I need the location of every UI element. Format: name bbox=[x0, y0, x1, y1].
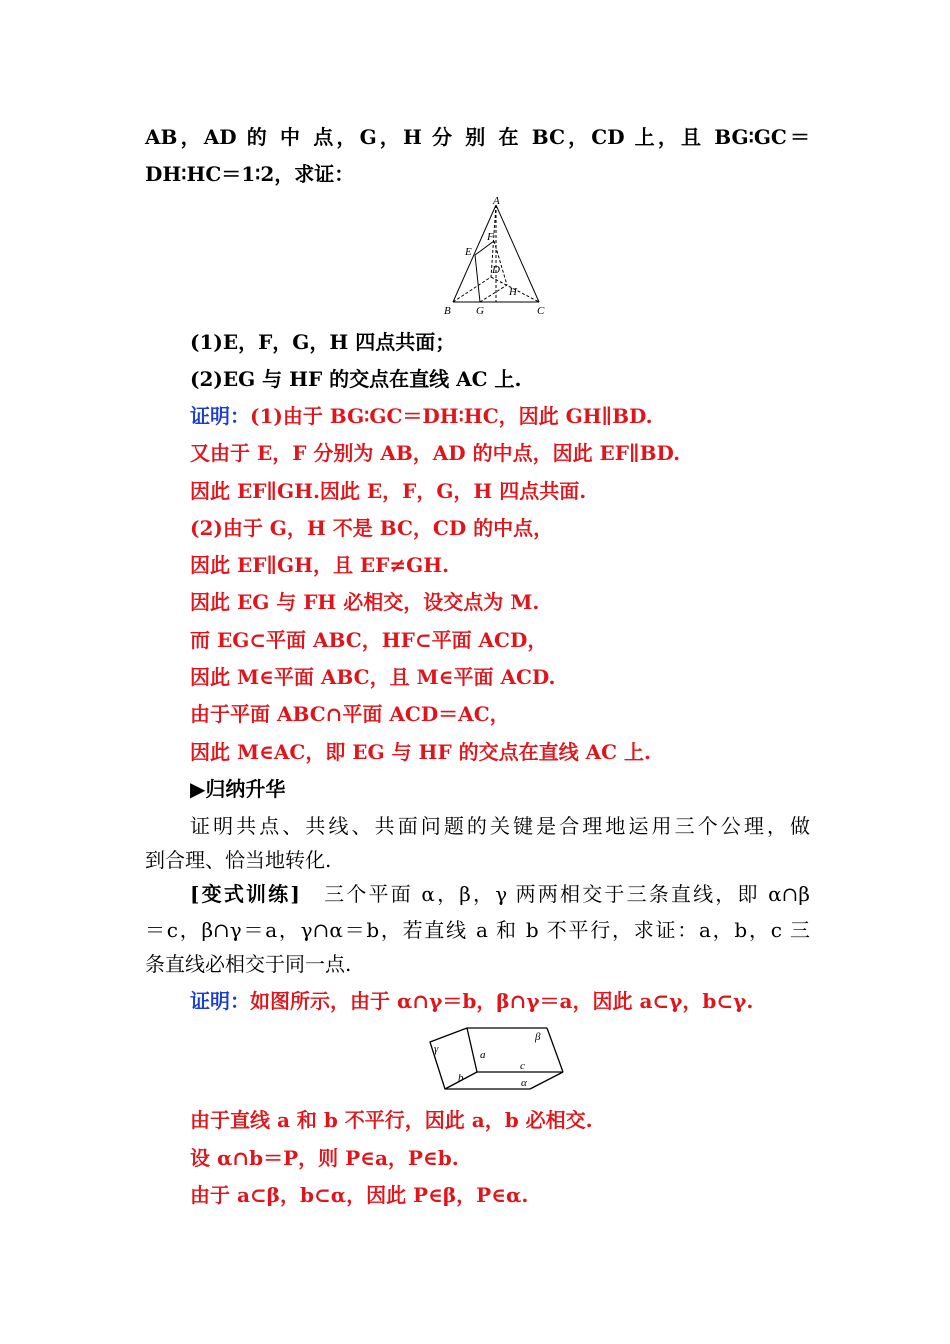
proof1-line-2: 又由于 E，F 分别为 AB，AD 的中点，因此 EF∥BD. bbox=[190, 441, 681, 465]
label-h: H bbox=[509, 286, 517, 298]
proof1-line-10: 因此 M∈AC，即 EG 与 HF 的交点在直线 AC 上. bbox=[190, 740, 651, 764]
label-c: C bbox=[537, 305, 545, 317]
question-part-1: (1)E，F，G，H 四点共面； bbox=[190, 330, 456, 354]
proof1-line-7: 而 EG⊂平面 ABC，HF⊂平面 ACD， bbox=[190, 628, 548, 652]
summary-line-1: 证明共点、共线、共面问题的关键是合理地运用三个公理，做 bbox=[190, 814, 810, 838]
proof2-line-3: 由于 a⊂β，b⊂α，因此 P∈β，P∈α. bbox=[190, 1183, 529, 1207]
exercise-line-1: [变式训练] 三个平面 α，β，γ 两两相交于三条直线，即 α∩β bbox=[190, 882, 810, 906]
label-gamma: γ bbox=[434, 1043, 439, 1055]
proof2-line-1: 由于直线 a 和 b 不平行，因此 a，b 必相交. bbox=[190, 1108, 593, 1132]
proof1-line-5: 因此 EF∥GH，且 EF≠GH. bbox=[190, 553, 450, 577]
label-g: G bbox=[476, 305, 484, 317]
plane-beta-right bbox=[547, 1028, 563, 1072]
plane-alpha-right bbox=[530, 1072, 563, 1089]
label-c: c bbox=[520, 1060, 525, 1072]
label-a: A bbox=[493, 195, 500, 207]
proof1-label: 证明： bbox=[190, 404, 250, 428]
label-b: B bbox=[444, 305, 451, 317]
problem-line-1: AB，AD 的 中 点，G，H 分 别 在 BC，CD 上，且 BG∶GC＝ bbox=[145, 125, 810, 149]
question-part-2: (2)EG 与 HF 的交点在直线 AC 上. bbox=[190, 367, 522, 391]
exercise-line-2: ＝c，β∩γ＝a，γ∩α＝b，若直线 a 和 b 不平行，求证：a，b，c 三 bbox=[145, 918, 810, 942]
label-e: E bbox=[465, 246, 472, 258]
label-d: D bbox=[492, 264, 500, 276]
three-planes-figure bbox=[425, 1022, 570, 1097]
label-b: b bbox=[458, 1072, 464, 1084]
label-a: a bbox=[480, 1049, 486, 1061]
proof2-line-0: 证明：如图所示，由于 α∩γ＝b，β∩γ＝a，因此 a⊂γ，b⊂γ. bbox=[190, 989, 754, 1013]
plane-gamma bbox=[430, 1028, 477, 1089]
problem-line-2: DH∶HC＝1∶2，求证： bbox=[145, 162, 355, 186]
summary-line-2: 到合理、恰当地转化. bbox=[145, 848, 332, 872]
proof2-label: 证明： bbox=[190, 989, 250, 1013]
proof2-line-2: 设 α∩b＝P，则 P∈a，P∈b. bbox=[190, 1146, 459, 1170]
proof1-line-4: (2)由于 G，H 不是 BC，CD 的中点， bbox=[190, 516, 554, 540]
label-beta: β bbox=[535, 1031, 541, 1043]
proof1-line-3: 因此 EF∥GH.因此 E，F，G，H 四点共面. bbox=[190, 479, 587, 503]
exercise-tag: [变式训练] bbox=[190, 882, 300, 906]
edge-ef bbox=[475, 241, 494, 255]
label-f: F bbox=[487, 231, 494, 243]
proof1-line-1: 证明：(1)由于 BG∶GC＝DH∶HC，因此 GH∥BD. bbox=[190, 404, 653, 428]
label-alpha: α bbox=[521, 1077, 527, 1089]
proof1-line-9: 由于平面 ABC∩平面 ACD＝AC， bbox=[190, 702, 510, 726]
proof1-line-8: 因此 M∈平面 ABC，且 M∈平面 ACD. bbox=[190, 665, 556, 689]
edge-eg bbox=[475, 255, 480, 302]
summary-heading: ▶归纳升华 bbox=[190, 777, 286, 801]
edge-gh bbox=[480, 285, 507, 302]
exercise-line-3: 条直线必相交于同一点. bbox=[145, 952, 352, 976]
proof1-line-6: 因此 EG 与 FH 必相交，设交点为 M. bbox=[190, 590, 540, 614]
tetrahedron-figure bbox=[440, 195, 555, 320]
